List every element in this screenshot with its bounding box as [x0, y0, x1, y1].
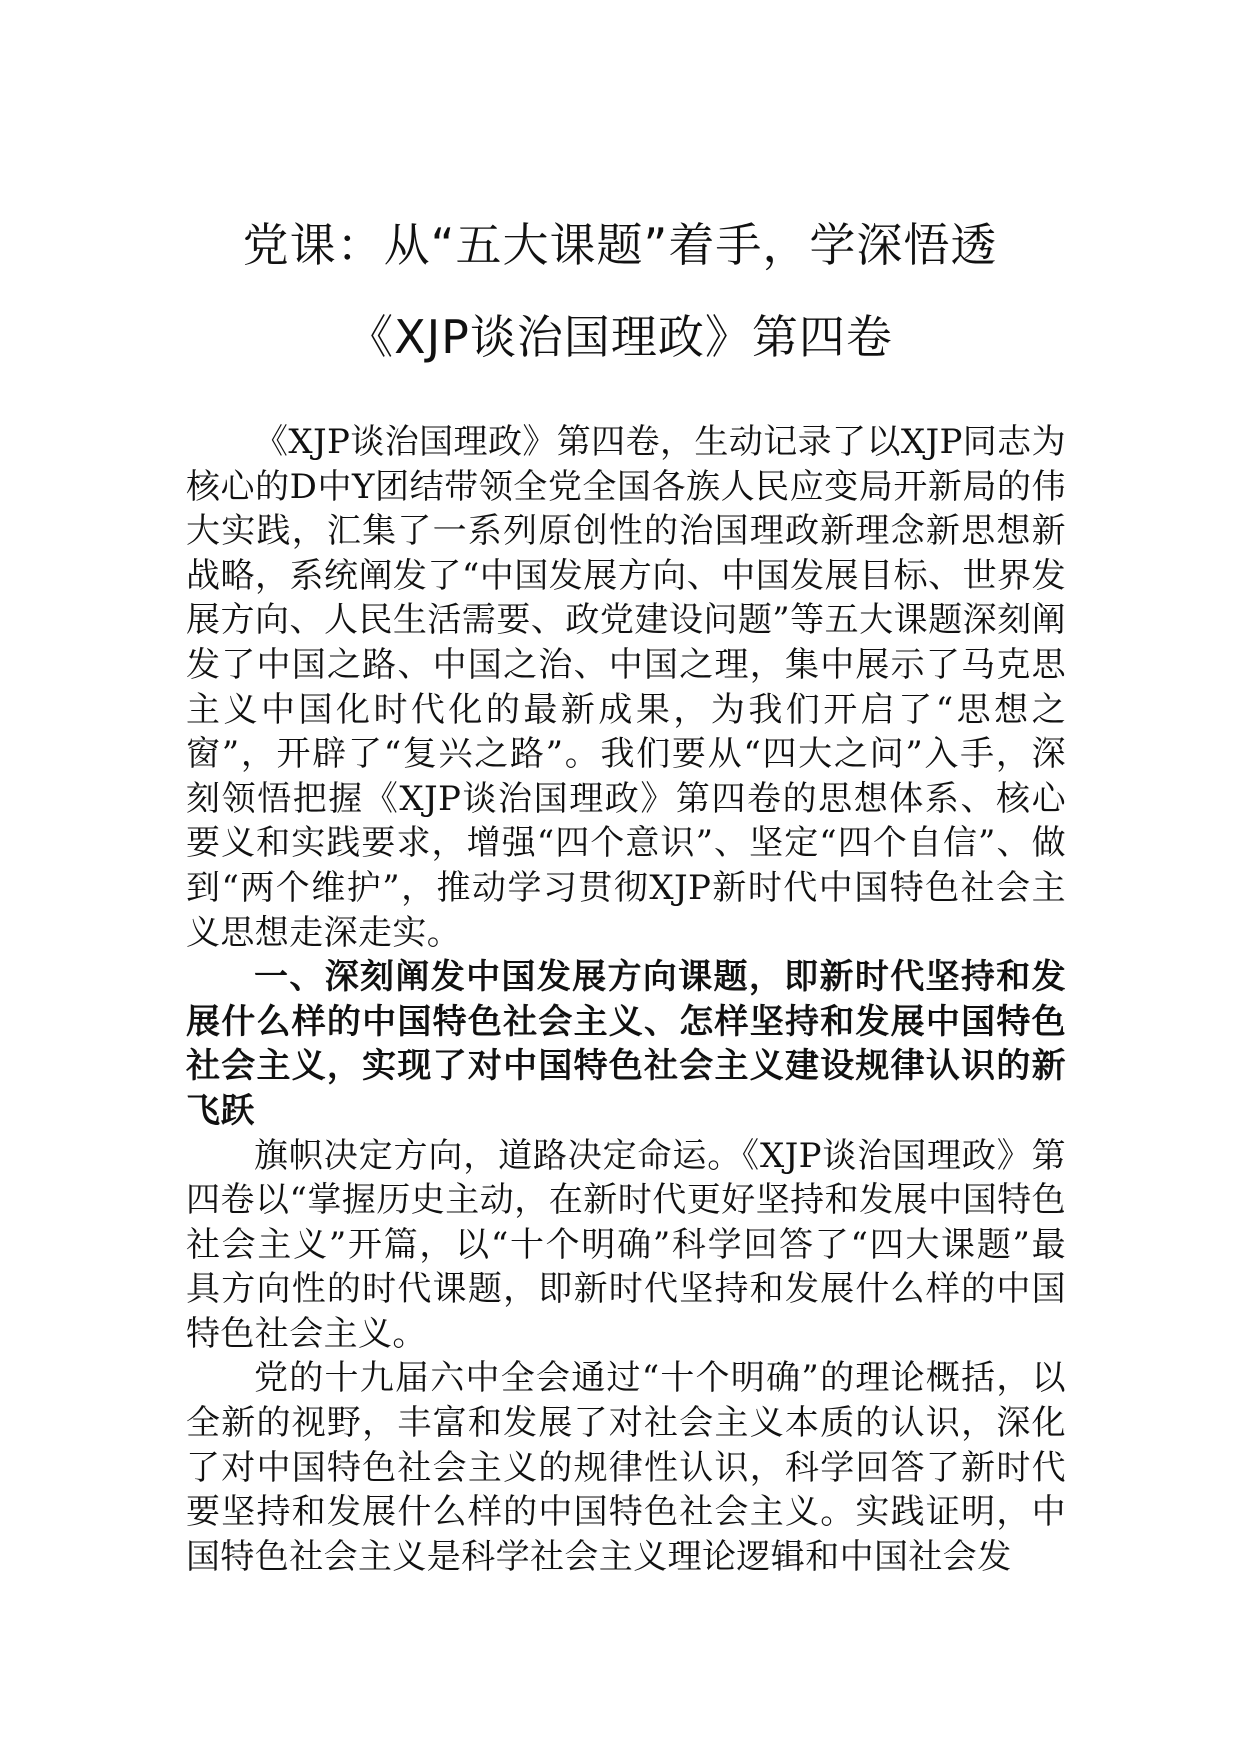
document-body: [186, 420, 1066, 1579]
body-paragraph: 旗帜决定方向，道路决定命运。《XJP谈治国理政》第四卷以“掌握历史主动，在新时代更好坚持和发展中国特色社会主义”开篇，以“十个明确”科学回答了“四大课题”最具方向性的时代课题，即新时代坚持和发展什么样的中国特色社会主义。: [186, 1135, 1066, 1354]
intro-paragraph: 《XJP谈治国理政》第四卷，生动记录了以XJP同志为核心的D中Y团结带领全党全国各族人民应变局开新局的伟大实践，汇集了一系列原创性的治国理政新理念新思想新战略，系统阐发了“中国发展方向、中国发展目标、世界发展方向、人民生活需要、政党建设问题”等五大课题深刻阐发了中国之路、中国之治、中国之理，集中展示了马克思主义中国化时代化的最新成果，为我们开启了“思想之窗”，开辟了“复兴之路”。我们要从“四大之问”入手，深刻领悟把握《XJP谈治国理政》第四卷的思想体系、核心要义和实践要求，增强“四个意识”、坚定“四个自信”、做到“两个维护”，推动学习贯彻XJP新时代中国特色社会主义思想走深走实。: [186, 422, 1066, 953]
document-title-line-1: 党课：从“五大课题”着手，学深悟透: [242, 218, 998, 272]
body-paragraph: 党的十九届六中全会通过“十个明确”的理论概括，以全新的视野，丰富和发展了对社会主义本质的认识，深化了对中国特色社会主义的规律性认识，科学回答了新时代要坚持和发展什么样的中国特色社会主义。实践证明，中国特色社会主义是科学社会主义理论逻辑和中国社会发: [186, 1358, 1066, 1577]
section-heading-1: 一、深刻阐发中国发展方向课题，即新时代坚持和发展什么样的中国特色社会主义、怎样坚持和发展中国特色社会主义，实现了对中国特色社会主义建设规律认识的新飞跃: [186, 957, 1066, 1131]
document-title-line-2: 《XJP谈治国理政》第四卷: [347, 310, 893, 364]
